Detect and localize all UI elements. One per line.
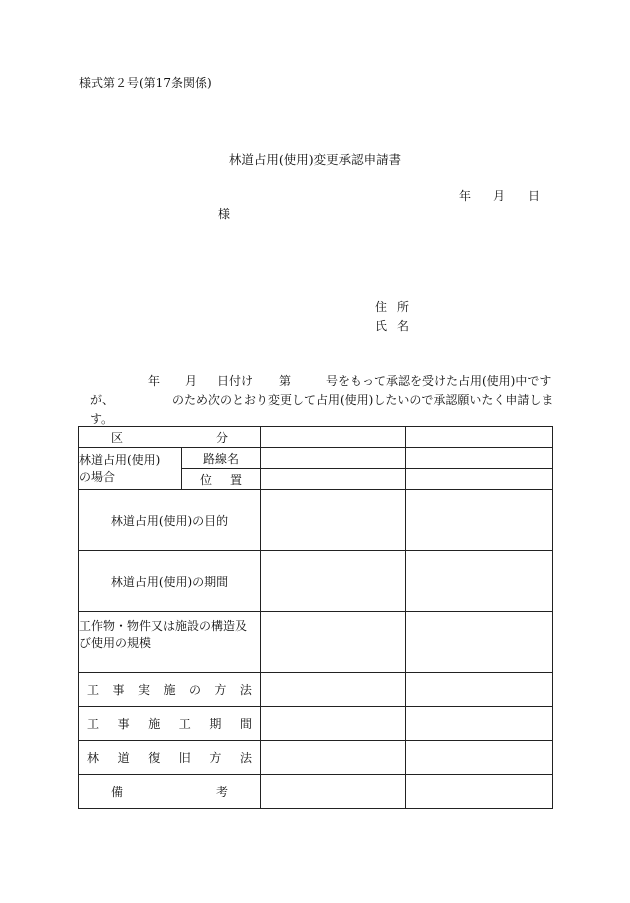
position-label: 位 置: [182, 469, 261, 490]
structure-label: 工作物・物件又は施設の構造及び使用の規模: [79, 612, 261, 673]
cell-header-a: [261, 427, 406, 448]
cell-structure-a: [261, 612, 406, 673]
date-day-label: 日: [528, 189, 541, 203]
cell-position-b: [406, 469, 553, 490]
purpose-label: 林道占用(使用)の目的: [79, 490, 261, 551]
document-title: 林道占用(使用)変更承認申請書: [228, 152, 402, 167]
construction-method-label: 工 事 実 施 の 方 法: [79, 673, 261, 707]
cell-purpose-a: [261, 490, 406, 551]
cell-route-b: [406, 448, 553, 469]
cell-position-a: [261, 469, 406, 490]
cell-cperiod-a: [261, 707, 406, 741]
remarks-label: 備 考: [79, 775, 261, 809]
header-kubun: 区 分: [79, 427, 261, 448]
cell-cperiod-b: [406, 707, 553, 741]
restoration-method-label: 林 道 復 旧 方 法: [79, 741, 261, 775]
construction-period-label: 工 事 施 工 期 間: [79, 707, 261, 741]
cell-restore-a: [261, 741, 406, 775]
addressee-suffix: 様: [218, 207, 231, 221]
address-label: 住 所: [375, 300, 410, 314]
cell-period-b: [406, 551, 553, 612]
application-table: [78, 426, 553, 809]
occupancy-case-label: 林道占用(使用)の場合: [79, 448, 182, 490]
cell-remarks-a: [261, 775, 406, 809]
name-label: 氏 名: [375, 319, 410, 333]
date-month-label: 月: [493, 189, 506, 203]
cell-restore-b: [406, 741, 553, 775]
cell-period-a: [261, 551, 406, 612]
period-label: 林道占用(使用)の期間: [79, 551, 261, 612]
form-number: 様式第２号(第17条関係): [79, 76, 212, 90]
cell-method-a: [261, 673, 406, 707]
cell-remarks-b: [406, 775, 553, 809]
route-name-label: 路線名: [182, 448, 261, 469]
cell-route-a: [261, 448, 406, 469]
cell-purpose-b: [406, 490, 553, 551]
cell-method-b: [406, 673, 553, 707]
intro-paragraph: 年 月 日付け 第 号をもって承認を受けた占用(使用)中です が、 のため次のとおり変更して占用(使用)したいので承認願いたく申請しま す。: [90, 374, 554, 426]
date-year-label: 年: [459, 189, 472, 203]
cell-structure-b: [406, 612, 553, 673]
cell-header-b: [406, 427, 553, 448]
